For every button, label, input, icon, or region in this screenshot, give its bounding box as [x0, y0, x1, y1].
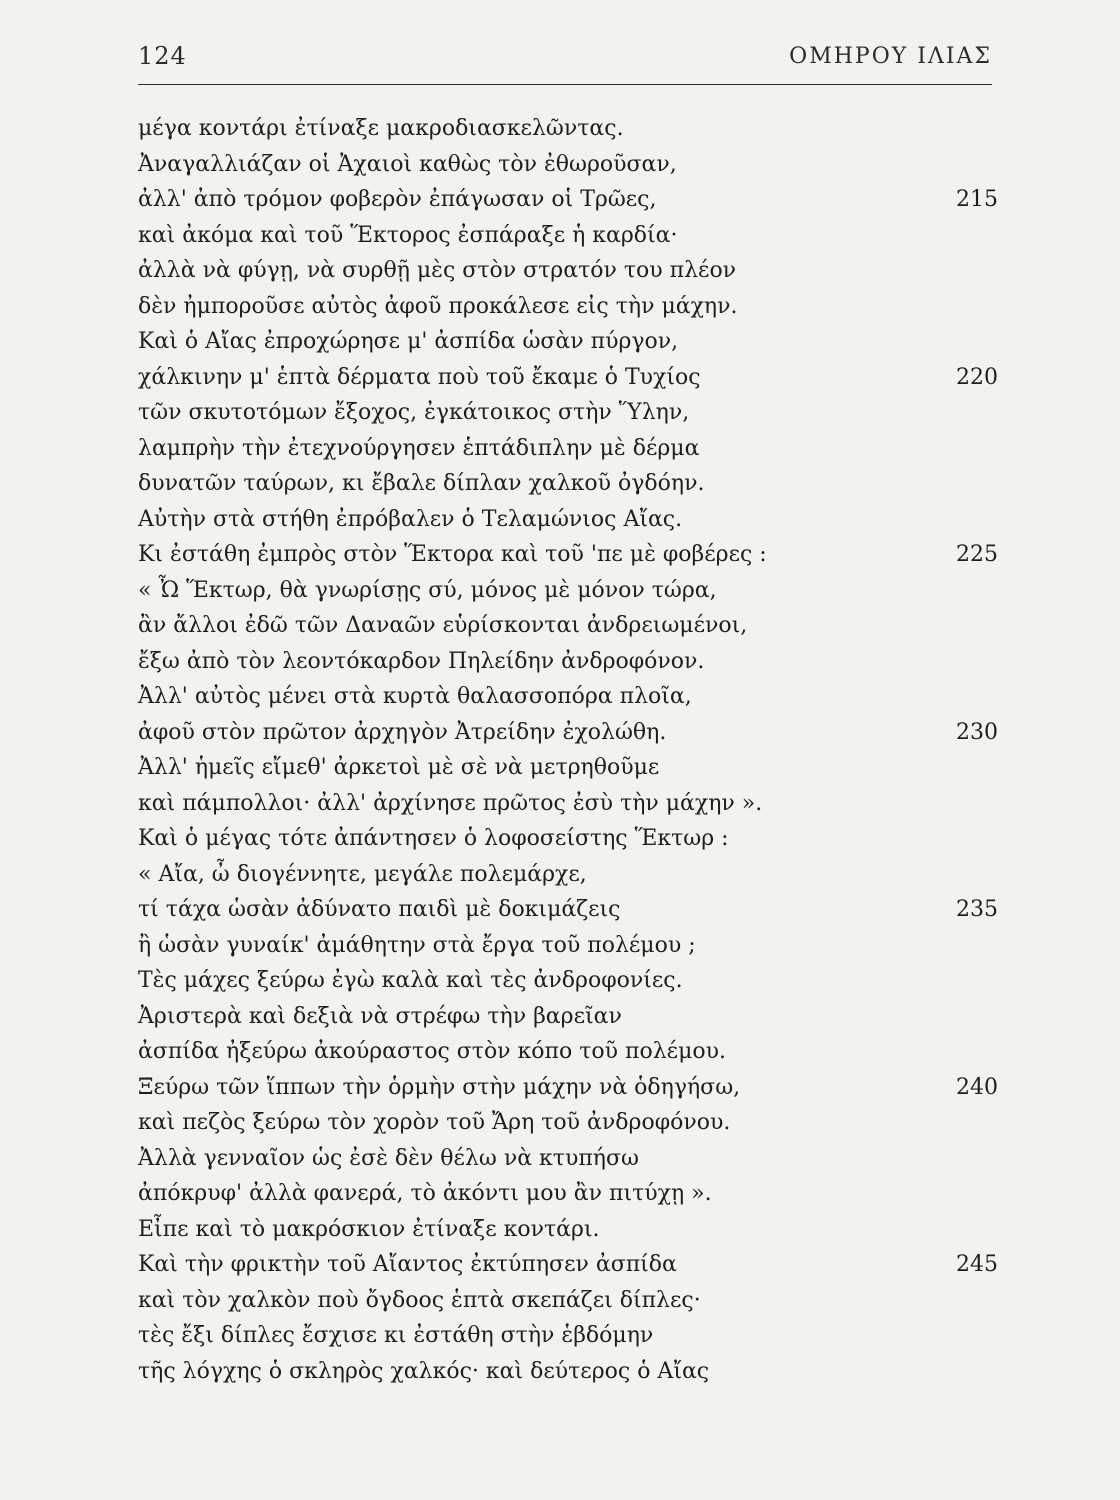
verse-text: Εἶπε καὶ τὸ μακρόσκιον ἐτίναξε κοντάρι.: [138, 1216, 600, 1242]
verse-text: τὲς ἔξι δίπλες ἔσχισε κι ἐστάθη στὴν ἑβδόμην: [138, 1323, 654, 1348]
verse-line: [138, 360, 998, 396]
verse-line: [138, 502, 998, 538]
verse-line: [138, 1247, 998, 1283]
verse-line: [138, 928, 998, 964]
verse-line: [138, 786, 998, 822]
verse-line-number: 230: [956, 719, 998, 745]
verse-line: [138, 1034, 998, 1070]
verse-line: [138, 821, 998, 857]
verse-line: [138, 253, 998, 289]
verse-text: ἀπόκρυφ' ἀλλὰ φανερά, τὸ ἀκόντι μου ἂν πιτύχῃ ».: [138, 1181, 712, 1206]
verse-text: Καὶ τὴν φρικτὴν τοῦ Αἴαντος ἐκτύπησεν ἀσπίδα: [138, 1252, 677, 1277]
verse-text: ἀσπίδα ἠξεύρω ἀκούραστος στὸν κόπο τοῦ πολέμου.: [138, 1039, 726, 1064]
verse-text: Κι ἐστάθη ἐμπρὸς στὸν Ἕκτορα καὶ τοῦ 'πε μὲ φοβέρες :: [138, 542, 767, 567]
verse-line: [138, 147, 998, 183]
verse-line: [138, 750, 998, 786]
verse-line: [138, 1141, 998, 1177]
verse-text: δυνατῶν ταύρων, κι ἔβαλε δίπλαν χαλκοῦ ὀγδόην.: [138, 471, 705, 496]
verse-text: τῶν σκυτοτόμων ἔξοχος, ἐγκάτοικος στὴν Ὕλην,: [138, 400, 690, 425]
poem-text: [138, 111, 998, 1389]
verse-text: Ἀριστερὰ καὶ δεξιὰ νὰ στρέφω τὴν βαρεῖαν: [138, 1003, 622, 1029]
verse-text: ἔξω ἀπὸ τὸν λεοντόκαρδον Πηλείδην ἀνδροφόνον.: [138, 648, 705, 674]
verse-line: [138, 857, 998, 893]
verse-text: καὶ πάμπολλοι· ἀλλ' ἀρχίνησε πρῶτος ἐσὺ τὴν μάχην ».: [138, 790, 763, 816]
verse-text: τί τάχα ὡσὰν ἀδύνατο παιδὶ μὲ δοκιμάζεις: [138, 897, 621, 922]
verse-line: [138, 111, 998, 147]
verse-text: Ἀλλ' ἡμεῖς εἴμεθ' ἀρκετοὶ μὲ σὲ νὰ μετρηθοῦμε: [138, 755, 660, 780]
verse-line-number: 240: [956, 1074, 998, 1100]
verse-line: [138, 324, 998, 360]
verse-line-number: 225: [956, 542, 998, 567]
verse-line: [138, 431, 998, 467]
verse-line: [138, 1070, 998, 1106]
verse-line: [138, 395, 998, 431]
running-title: ΟΜΗΡΟΥ ΙΛΙΑΣ: [789, 44, 992, 69]
verse-text: καὶ ἀκόμα καὶ τοῦ Ἕκτορος ἐσπάραξε ἡ καρδία·: [138, 222, 678, 248]
verse-line: [138, 1105, 998, 1141]
verse-text: ἂν ἄλλοι ἐδῶ τῶν Δαναῶν εὑρίσκονται ἀνδρειωμένοι,: [138, 613, 748, 638]
verse-text: ἀλλ' ἀπὸ τρόμον φοβερὸν ἐπάγωσαν οἱ Τρῶες,: [138, 187, 657, 212]
verse-text: Ξεύρω τῶν ἵππων τὴν ὁρμὴν στὴν μάχην νὰ ὁδηγήσω,: [138, 1074, 741, 1100]
verse-line: [138, 218, 998, 254]
verse-text: « Ὦ Ἕκτωρ, θὰ γνωρίσῃς σύ, μόνος μὲ μόνον τώρα,: [138, 577, 717, 603]
verse-line: [138, 573, 998, 609]
verse-line-number: 220: [956, 364, 998, 390]
verse-text: ἀφοῦ στὸν πρῶτον ἀρχηγὸν Ἀτρείδην ἐχολώθη.: [138, 719, 667, 745]
verse-text: δὲν ἠμποροῦσε αὐτὸς ἀφοῦ προκάλεσε εἰς τὴν μάχην.: [138, 293, 738, 319]
verse-text: χάλκινην μ' ἑπτὰ δέρματα ποὺ τοῦ ἔκαμε ὁ Τυχίος: [138, 364, 701, 390]
verse-line: [138, 892, 998, 928]
verse-line-number: 245: [956, 1252, 998, 1277]
verse-text: καὶ τὸν χαλκὸν ποὺ ὄγδοος ἑπτὰ σκεπάζει δίπλες·: [138, 1287, 701, 1313]
verse-line: [138, 537, 998, 573]
verse-line: [138, 1354, 998, 1390]
verse-text: Τὲς μάχες ξεύρω ἐγὼ καλὰ καὶ τὲς ἀνδροφονίες.: [138, 968, 683, 993]
verse-line: [138, 182, 998, 218]
verse-line: [138, 1212, 998, 1248]
verse-line-number: 215: [956, 187, 998, 212]
verse-text: Καὶ ὁ Αἴας ἐπροχώρησε μ' ἀσπίδα ὡσὰν πύργον,: [138, 329, 679, 354]
page-number: 124: [138, 42, 187, 70]
verse-line-number: 235: [956, 897, 998, 922]
verse-line: [138, 1283, 998, 1319]
verse-line: [138, 679, 998, 715]
verse-text: καὶ πεζὸς ξεύρω τὸν χορὸν τοῦ Ἄρη τοῦ ἀνδροφόνου.: [138, 1110, 731, 1135]
verse-line: [138, 1318, 998, 1354]
verse-text: Αὐτὴν στὰ στήθη ἐπρόβαλεν ὁ Τελαμώνιος Αἴας.: [138, 506, 683, 532]
verse-line: [138, 289, 998, 325]
verse-line: [138, 644, 998, 680]
verse-text: Καὶ ὁ μέγας τότε ἀπάντησεν ὁ λοφοσείστης Ἕκτωρ :: [138, 826, 729, 851]
verse-text: μέγα κοντάρι ἐτίναξε μακροδιασκελῶντας.: [138, 116, 624, 141]
verse-text: Ἀναγαλλιάζαν οἱ Ἀχαιοὶ καθὼς τὸν ἐθωροῦσαν,: [138, 151, 677, 177]
verse-text: λαμπρὴν τὴν ἐτεχνούργησεν ἑπτάδιπλην μὲ δέρμα: [138, 435, 700, 461]
verse-text: Ἀλλ' αὐτὸς μένει στὰ κυρτὰ θαλασσοπόρα πλοῖα,: [138, 684, 692, 709]
verse-line: [138, 466, 998, 502]
page-header: [138, 38, 992, 85]
verse-text: ἀλλὰ νὰ φύγῃ, νὰ συρθῇ μὲς στὸν στρατόν του πλέον: [138, 258, 737, 283]
verse-text: Ἀλλὰ γενναῖον ὡς ἐσὲ δὲν θέλω νὰ κτυπήσω: [138, 1145, 639, 1171]
verse-text: « Αἴα, ὦ διογέννητε, μεγάλε πολεμάρχε,: [138, 861, 587, 887]
verse-line: [138, 1176, 998, 1212]
verse-text: ἢ ὡσὰν γυναίκ' ἀμάθητην στὰ ἔργα τοῦ πολέμου ;: [138, 932, 696, 958]
verse-line: [138, 963, 998, 999]
verse-text: τῆς λόγχης ὁ σκληρὸς χαλκός· καὶ δεύτερος ὁ Αἴας: [138, 1358, 710, 1384]
verse-line: [138, 608, 998, 644]
verse-line: [138, 999, 998, 1035]
verse-line: [138, 715, 998, 751]
